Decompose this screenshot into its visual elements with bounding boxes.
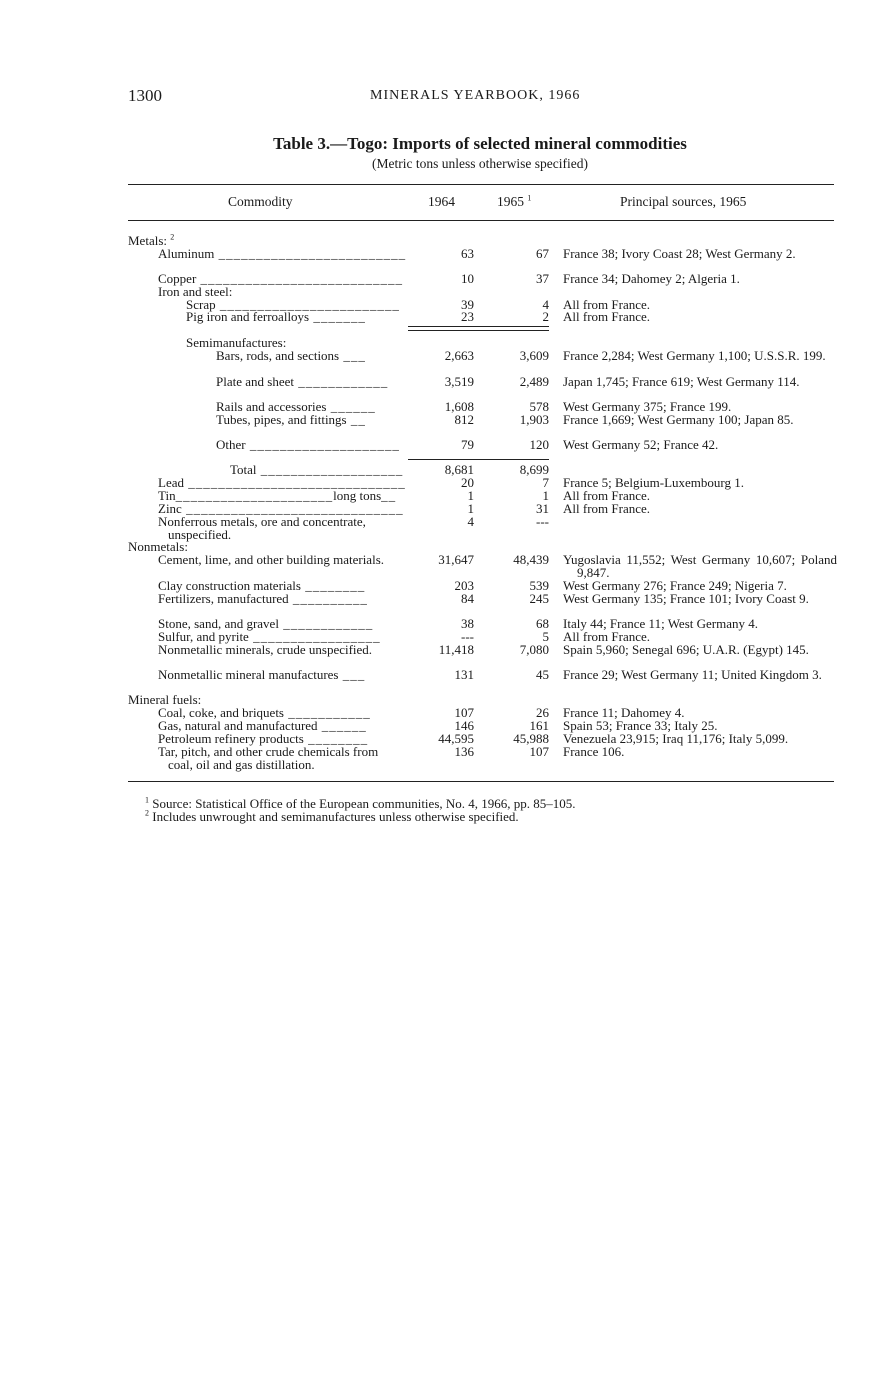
row-label-text: Bars, rods, and sections [216,350,340,363]
value-1965: 45,988 [513,731,549,746]
row-label [216,414,406,427]
value-1965: 107 [529,744,549,759]
value-1964: 203 [454,578,474,593]
value-1964: 1,608 [444,399,474,414]
dot-leader: __ [381,490,397,503]
principal-sources: West Germany 375; France 199. [563,399,732,414]
value-1964: 38 [461,616,474,631]
value-1964: 23 [461,309,474,324]
row-label [158,580,406,593]
value-1964: 39 [461,297,474,312]
value-1965: --- [536,514,549,529]
principal-sources: Yugoslavia 11,552; West Germany 10,607; Poland 9,847. [563,552,837,580]
dot-leader: ____________ [293,376,389,389]
value-1964: 3,519 [444,374,474,389]
value-1964: 1 [467,488,474,503]
dot-leader: ___________ [284,707,371,720]
value-1965: 4 [542,297,549,312]
principal-sources: All from France. [563,629,651,644]
value-1965: 31 [536,501,549,516]
principal-sources: France 5; Belgium-Luxembourg 1. [563,475,745,490]
value-1964: 812 [454,412,474,427]
row-label-text: Nonmetallic mineral manufactures [158,669,339,682]
row-label-text: Lead [158,477,184,490]
row-label [158,593,406,606]
row-label [186,337,406,350]
value-1964: 136 [454,744,474,759]
dot-leader: _______ [309,311,366,324]
value-1965: 1 [542,488,549,503]
dot-leader: _____________________ [175,490,334,503]
row-label-text: Nonmetallic minerals, crude unspecified. [158,642,373,657]
footnote-2: $^2$ Includes unwrought and semimanufactures unless otherwise specified. [145,808,519,824]
value-1965: 539 [529,578,549,593]
footnote-ref: 1 [527,193,532,203]
row-label-text: Pig iron and ferroalloys [186,311,310,324]
principal-sources: France 106. [563,744,625,759]
value-1965: 161 [529,718,549,733]
principal-sources: Italy 44; France 11; West Germany 4. [563,616,758,631]
value-1965: 26 [536,705,549,720]
row-label-text: Tar, pitch, and other crude chemicals from coal, oil and gas distillation. [158,744,379,772]
value-1965: 5 [542,629,549,644]
row-label-text: Clay construction materials [158,580,301,593]
principal-sources: All from France. [563,501,651,516]
value-1964: 1 [467,501,474,516]
dot-leader: __ [346,414,366,427]
row-label [216,401,406,414]
value-1965: 245 [529,591,549,606]
dot-leader: _________________________ [214,248,406,261]
value-1965: 1,903 [519,412,549,427]
row-label [158,720,406,733]
unit-label: long tons [333,490,382,503]
principal-sources: All from France. [563,297,651,312]
row-label-text: Plate and sheet [216,376,294,389]
row-label [216,350,406,363]
dot-leader: ______ [326,401,376,414]
dot-leader: ___ [338,669,366,682]
value-1964: 63 [461,246,474,261]
principal-sources: Spain 5,960; Senegal 696; U.A.R. (Egypt) 145. [563,642,809,657]
principal-sources: Spain 53; France 33; Italy 25. [563,718,718,733]
value-1965: 3,609 [519,348,549,363]
row-label [158,746,406,771]
principal-sources: All from France. [563,488,651,503]
row-label-text: Cement, lime, and other building materials. [158,552,385,567]
row-label-text: Metals: [128,233,167,248]
principal-sources: West Germany 52; France 42. [563,437,719,452]
column-header-sources: Principal sources, 1965 [620,194,747,209]
row-label-text: Rails and accessories [216,401,327,414]
value-1965: 68 [536,616,549,631]
principal-sources: West Germany 276; France 249; Nigeria 7. [563,578,787,593]
value-1964: 20 [461,475,474,490]
total-rule [408,459,549,460]
value-1964: 11,418 [438,642,474,657]
row-label-text: Other [216,439,246,452]
row-label-text: Coal, coke, and briquets [158,707,284,720]
value-1964: 131 [454,667,474,682]
dot-leader: ____________ [278,618,374,631]
row-label-text: Copper [158,273,197,286]
value-1964: 31,647 [438,552,474,567]
column-header-1965: 1965 $^1$ [497,193,532,209]
row-label-text: Petroleum refinery products [158,733,304,746]
footnote-1: $^1$ Source: Statistical Office of the European communities, No. 4, 1966, pp. 85–105. [145,795,576,811]
principal-sources: France 38; Ivory Coast 28; West Germany 2. [563,246,796,261]
row-label-text: Stone, sand, and gravel [158,618,279,631]
dot-leader: ________ [300,580,366,593]
row-label-text: Nonferrous metals, ore and concentrate, unspecified. [158,514,366,542]
dot-leader: ________ [303,733,369,746]
row-label [158,516,406,541]
row-label [216,439,406,452]
dot-leader: ___________________ [256,464,404,477]
double-rule [408,326,549,331]
row-label [128,232,406,248]
value-1965: 37 [536,271,549,286]
dot-leader: _________________ [248,631,381,644]
bottom-rule [128,781,834,782]
row-label [158,707,406,720]
row-label-text: Iron and steel: [158,284,233,299]
value-1965: 2 [542,309,549,324]
value-1965: 7,080 [519,642,549,657]
row-label-text: Sulfur, and pyrite [158,631,249,644]
row-label [158,644,406,657]
row-label [158,248,406,261]
dot-leader: ___ [339,350,366,363]
row-label-text: Fertilizers, manufactured [158,593,289,606]
value-1964: 44,595 [438,731,474,746]
footnote-ref: 2 [170,232,175,242]
value-1965: 45 [536,667,549,682]
row-label-text: Aluminum [158,248,215,261]
page-number: 1300 [128,86,162,105]
value-1964: --- [461,629,474,644]
dot-leader: ____________________ [245,439,400,452]
row-label [158,286,406,299]
row-label-text: Zinc [158,503,182,516]
row-label-text: Mineral fuels: [128,692,202,707]
row-label [186,299,406,312]
value-1964: 8,681 [444,462,474,477]
row-label-text: Tubes, pipes, and fittings [216,414,347,427]
row-label [158,669,406,682]
value-1965: 8,699 [519,462,549,477]
dot-leader: _____________________________ [183,477,406,490]
value-1964: 10 [461,271,474,286]
principal-sources: West Germany 135; France 101; Ivory Coast 9. [563,591,809,606]
row-label [216,376,406,389]
running-title: MINERALS YEARBOOK, 1966 [370,88,581,103]
row-label-text: Scrap [186,299,216,312]
dot-leader: _____________________________ [181,503,404,516]
value-1964: 2,663 [444,348,474,363]
principal-sources: All from France. [563,309,651,324]
principal-sources: France 11; Dahomey 4. [563,705,685,720]
value-1965: 578 [529,399,549,414]
value-1965: 7 [542,475,549,490]
row-label [158,618,406,631]
dot-leader: ________________________ [215,299,400,312]
principal-sources: Venezuela 23,915; Iraq 11,176; Italy 5,099. [563,731,789,746]
table-title: Table 3.—Togo: Imports of selected mineral commodities [273,134,687,153]
value-1964: 4 [467,514,474,529]
row-label [158,490,406,503]
dot-leader: __________ [288,593,368,606]
row-label-text: Nonmetals: [128,539,188,554]
principal-sources: France 1,669; West Germany 100; Japan 85. [563,412,794,427]
row-label-text: Semimanufactures: [186,335,287,350]
column-header-1964: 1964 [428,194,455,209]
principal-sources: France 2,284; West Germany 1,100; U.S.S.R. 199. [563,348,826,363]
row-label [230,464,406,477]
row-label-text: Total [230,464,257,477]
column-header-commodity: Commodity [228,194,293,209]
dot-leader: ___________________________ [196,273,404,286]
value-1965: 2,489 [519,374,549,389]
dot-leader: ______ [317,720,367,733]
value-1964: 79 [461,437,474,452]
row-label-text: Tin [158,490,176,503]
row-label [128,694,406,707]
principal-sources: France 34; Dahomey 2; Algeria 1. [563,271,740,286]
principal-sources: Japan 1,745; France 619; West Germany 114. [563,374,800,389]
value-1965: 120 [529,437,549,452]
value-1965: 48,439 [513,552,549,567]
value-1965: 67 [536,246,549,261]
row-label [158,554,406,567]
row-label [186,311,406,324]
principal-sources: France 29; West Germany 11; United Kingdom 3. [563,667,822,682]
value-1964: 107 [454,705,474,720]
table-subtitle: (Metric tons unless otherwise specified) [372,156,588,171]
row-label [158,477,406,490]
value-1964: 84 [461,591,474,606]
row-label-text: Gas, natural and manufactured [158,720,318,733]
value-1964: 146 [454,718,474,733]
